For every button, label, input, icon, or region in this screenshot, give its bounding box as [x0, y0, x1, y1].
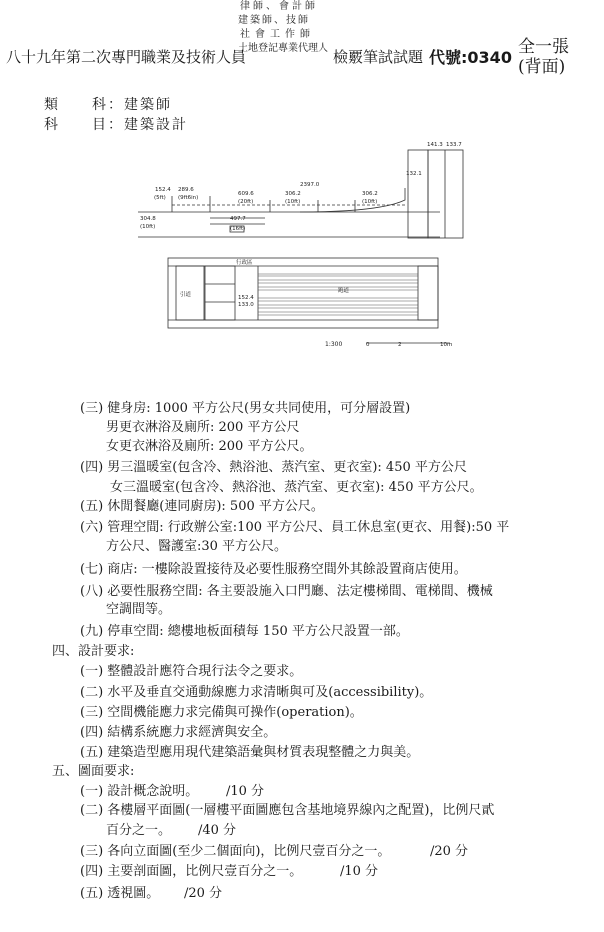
dim-text: 152.4	[155, 187, 171, 193]
dim-text: 306.2	[285, 191, 301, 197]
admin-zone	[205, 266, 235, 320]
req-line: (七) 商店: 一樓除設置接待及必要性服務空間外其餘設置商店使用。	[80, 562, 467, 577]
plan-label: 跑道	[338, 288, 350, 294]
dim-text: (10ft)	[285, 199, 301, 205]
rear-box	[428, 150, 463, 238]
drawing-item: 百分之一。	[106, 823, 172, 838]
dim-text: 133.0	[238, 302, 254, 308]
req-line: (六) 管理空間: 行政辦公室:100 平方公尺、員工休息室(更衣、用餐):50 平	[80, 520, 510, 535]
design-item: (二) 水平及垂直交通動線應力求清晰與可及(accessibility)。	[80, 685, 433, 700]
dim-text: 133.7	[446, 142, 462, 148]
design-item: (五) 建築造型應用現代建築語彙與材質表現整體之力與美。	[80, 745, 420, 760]
dim-text: (10ft)	[362, 199, 378, 205]
plan-label: 行政區	[236, 260, 253, 266]
req-line: (四) 男三溫暖室(包含冷、熱浴池、蒸汽室、更衣室): 450 平方公尺	[80, 460, 467, 475]
dim-text: (9ft6in)	[178, 195, 199, 201]
dim-text: 306.2	[362, 191, 378, 197]
profession-line-4: 土地登記專業代理人	[238, 43, 328, 54]
code-value: :0340	[461, 48, 512, 67]
req-line: 男更衣淋浴及廁所: 200 平方公尺	[106, 420, 300, 435]
dim-text: (16ft)	[230, 226, 246, 232]
exam-title-left: 八十九年第二次專門職業及技術人員	[6, 48, 247, 66]
design-item: (四) 結構系統應力求經濟與安全。	[80, 725, 277, 740]
section-heading: 五、圖面要求:	[52, 764, 135, 779]
drawing-score: /10 分	[340, 864, 379, 879]
bowling-lane-drawing	[0, 0, 604, 360]
profession-line-1: 律師、會計師	[240, 1, 318, 12]
section-curve	[300, 188, 405, 212]
dim-text: 152.4	[238, 295, 254, 301]
drawing-score: /20 分	[430, 844, 469, 859]
drawing-item: (一) 設計概念說明。	[80, 784, 199, 799]
req-line: 女更衣淋浴及廁所: 200 平方公尺。	[106, 439, 313, 454]
exam-title-right: 檢覈筆試試題	[333, 48, 424, 66]
plan-label: 引道	[180, 292, 192, 298]
req-line: (五) 休閒餐廳(連同廚房): 500 平方公尺。	[80, 499, 324, 514]
design-item: (一) 整體設計應符合現行法令之要求。	[80, 664, 303, 679]
design-item: (三) 空間機能應力求完備與可操作(operation)。	[80, 705, 363, 720]
sheet-info-line-1: 全一張	[518, 37, 569, 57]
req-line: 空調間等。	[106, 602, 172, 617]
pinsetter-box	[408, 150, 428, 238]
scale-mark: 10m	[440, 342, 453, 348]
drawing-item: (二) 各樓層平面圖(一層樓平面圖應包含基地境界線內之配置)，比例尺貳	[80, 803, 495, 818]
drawing-item: (四) 主要剖面圖，比例尺壹百分之一。	[80, 864, 303, 879]
dim-text: 132.1	[406, 171, 422, 177]
subject-label: 科 目	[44, 117, 108, 133]
drawing-score: /10 分	[226, 784, 265, 799]
category-value: ：建築師	[108, 97, 172, 113]
scale-mark: 0	[366, 342, 370, 348]
dim-text: (5ft)	[154, 195, 166, 201]
dim-text: (20ft)	[238, 199, 254, 205]
dim-text: (10ft)	[140, 224, 156, 230]
req-line: (八) 必要性服務空間: 各主要設施入口門廳、法定樓梯間、電梯間、機械	[80, 584, 493, 599]
dim-text: 141.3	[427, 142, 443, 148]
req-line: 方公尺、醫護室:30 平方公尺。	[106, 539, 288, 554]
dim-text: 2397.0	[300, 182, 320, 188]
drawing-item: (三) 各向立面圖(至少二個面向)，比例尺壹百分之一。	[80, 844, 391, 859]
sheet-info-line-2: (背面)	[518, 57, 566, 77]
code-label: 代號	[429, 48, 462, 67]
dim-text: 304.8	[140, 216, 156, 222]
scale-mark: 2	[398, 342, 402, 348]
req-line: (九) 停車空間: 總樓地板面積每 150 平方公尺設置一部。	[80, 624, 409, 639]
category-label: 類 科	[44, 97, 108, 113]
section-heading: 四、設計要求:	[52, 644, 135, 659]
drawing-score: /40 分	[198, 823, 237, 838]
req-line: (三) 健身房: 1000 平方公尺(男女共同使用，可分層設置)	[80, 401, 411, 416]
plan-outline	[168, 258, 438, 328]
drawing-score: /20 分	[184, 886, 223, 901]
subject-value: ：建築設計	[108, 117, 188, 133]
scale-text: 1:300	[325, 341, 343, 348]
dim-text: 609.6	[238, 191, 254, 197]
profession-line-3: 社會工作師	[240, 29, 315, 40]
dim-text: 497.7	[230, 216, 246, 222]
drawing-item: (五) 透視圖。	[80, 886, 160, 901]
profession-line-2: 建築師、技師	[238, 15, 310, 26]
req-line: 女三溫暖室(包含冷、熱浴池、蒸汽室、更衣室): 450 平方公尺。	[110, 480, 483, 495]
dim-text: 289.6	[178, 187, 194, 193]
